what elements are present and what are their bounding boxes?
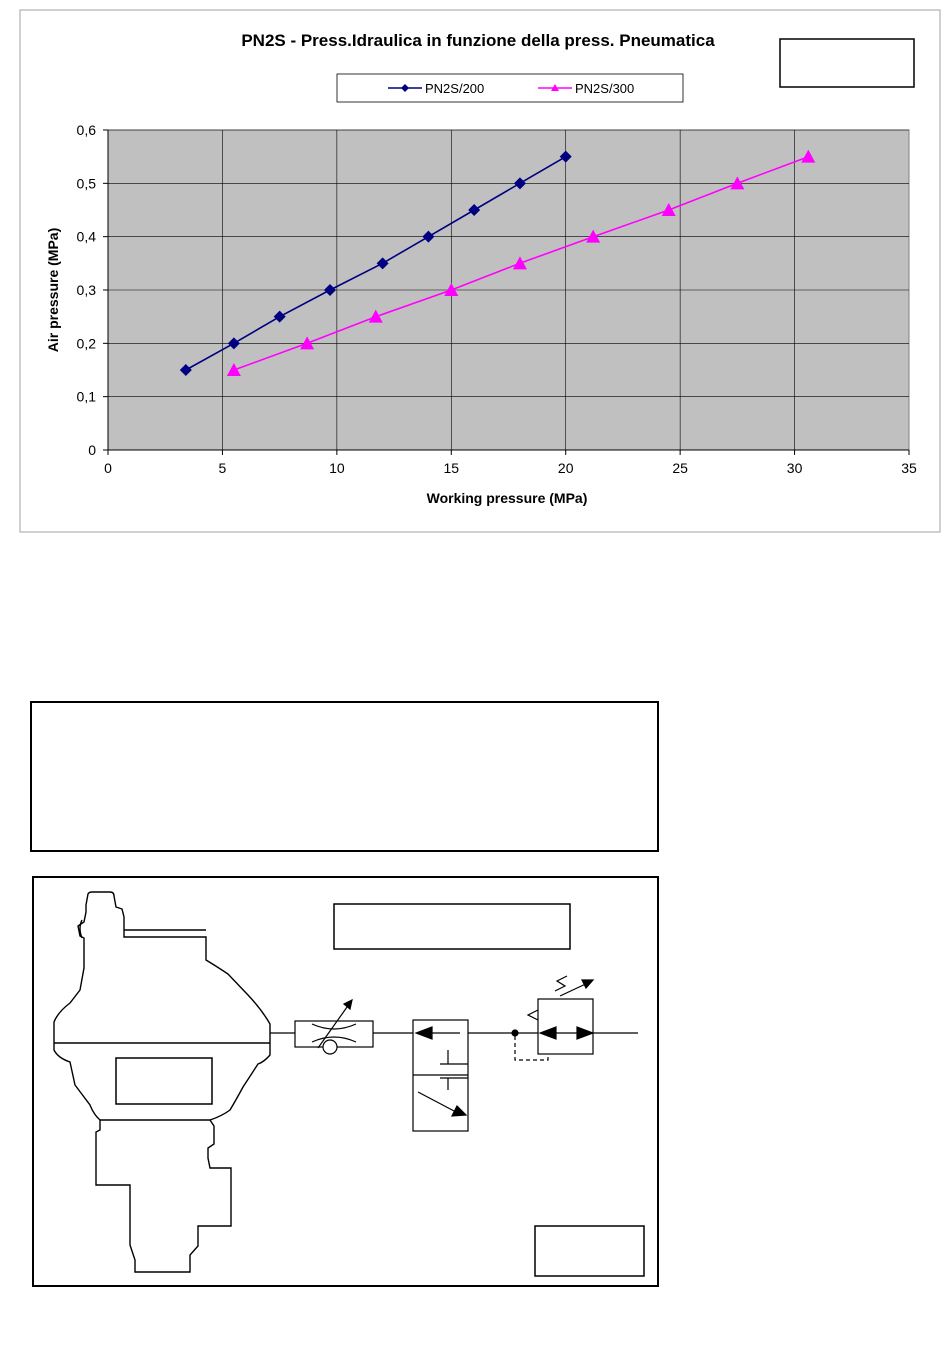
- throttle-check-valve: [295, 1021, 373, 1047]
- legend: [337, 74, 683, 102]
- schematic-corner-box: [535, 1226, 644, 1276]
- schematic-frame: [33, 877, 658, 1286]
- x-tick-label: 0: [104, 460, 112, 476]
- x-tick-label: 20: [557, 460, 574, 476]
- schematic-title-box: [334, 904, 570, 949]
- x-tick-label: 35: [901, 460, 917, 476]
- y-tick-label: 0,3: [76, 282, 96, 298]
- x-tick-label: 15: [443, 460, 460, 476]
- pressure-chart: [0, 0, 950, 540]
- y-tick-label: 0,4: [76, 228, 96, 245]
- x-tick-label: 5: [218, 460, 227, 476]
- x-tick-label: 10: [329, 460, 345, 476]
- x-tick-label: 25: [672, 460, 688, 476]
- y-tick-label: 0: [88, 442, 96, 458]
- y-tick-label: 0,5: [76, 175, 96, 192]
- legend-label-pn2s-200: PN2S/200: [425, 81, 485, 96]
- y-tick-label: 0,1: [76, 388, 96, 405]
- pneumatic-circuit: [270, 976, 638, 1131]
- directional-valve: [413, 1020, 468, 1131]
- y-axis-label: Air pressure (MPa): [45, 227, 61, 353]
- x-tick-label: 30: [786, 460, 803, 476]
- legend-label-pn2s-300: PN2S/300: [575, 81, 635, 96]
- pump-label-box: [116, 1058, 212, 1104]
- chart-title: PN2S - Press.Idraulica in funzione della press. Pneumatica: [241, 31, 715, 50]
- y-tick-label: 0,6: [76, 122, 96, 138]
- pressure-regulator: [538, 999, 593, 1054]
- empty-text-box: [31, 702, 658, 851]
- x-axis-label: Working pressure (MPa): [426, 490, 588, 506]
- blank-label-box: [780, 39, 914, 87]
- y-tick-label: 0,2: [76, 335, 96, 352]
- pump-outline: [54, 892, 270, 1272]
